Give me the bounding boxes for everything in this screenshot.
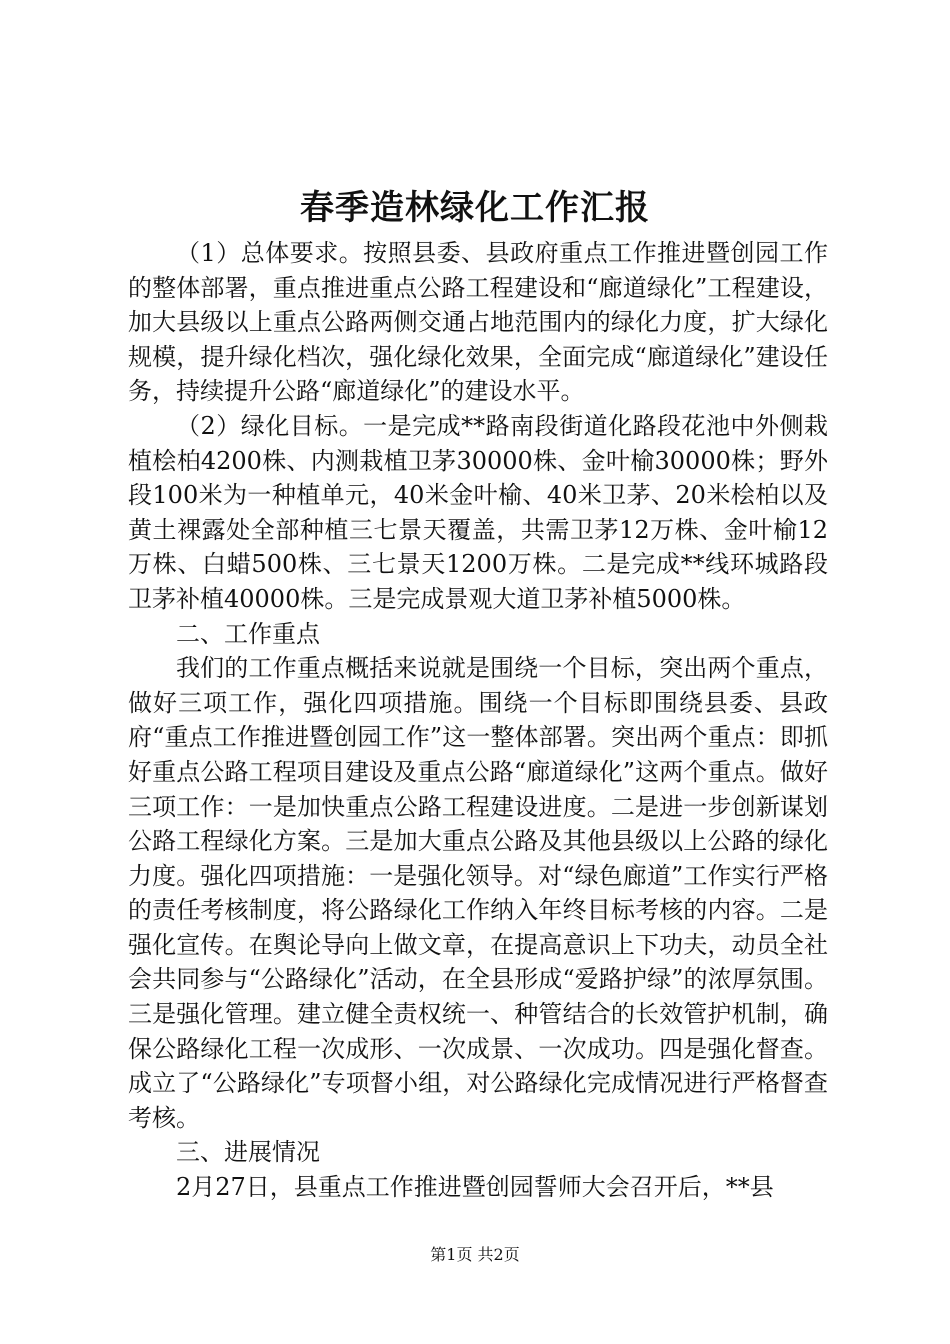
paragraph-greening-targets: （2）绿化目标。一是完成**路南段街道化路段花池中外侧栽植桧柏4200株、内测栽植卫茅30000株、金叶榆30000株；野外段100米为一种植单元，40米金叶榆、40米卫茅、20米桧柏以及黄土裸露处全部种植三七景天覆盖，共需卫茅12万株、金叶榆12万株、白蜡500株、三七景天1200万株。二是完成**线环城路段卫茅补植40000株。三是完成景观大道卫茅补植5000株。: [128, 411, 828, 613]
page-number-footer: 第1页 共2页: [430, 1245, 520, 1264]
paragraph-overall-requirements: （1）总体要求。按照县委、县政府重点工作推进暨创园工作的整体部署，重点推进重点公路工程建设和“廊道绿化”工程建设，加大县级以上重点公路两侧交通占地范围内的绿化力度，扩大绿化规模，提升绿化档次，强化绿化效果，全面完成“廊道绿化”建设任务，持续提升公路“廊道绿化”的建设水平。: [128, 239, 828, 406]
paragraph-work-focus: 我们的工作重点概括来说就是围绕一个目标，突出两个重点，做好三项工作，强化四项措施。围绕一个目标即围绕县委、县政府“重点工作推进暨创园工作”这一整体部署。突出两个重点：即抓好重点公路工程项目建设及重点公路“廊道绿化”这两个重点。做好三项工作：一是加快重点公路工程建设进度。二是进一步创新谋划公路工程绿化方案。三是加大重点公路及其他县级以上公路的绿化力度。强化四项措施：一是强化领导。对“绿色廊道”工作实行严格的责任考核制度，将公路绿化工作纳入年终目标考核的内容。二是强化宣传。在舆论导向上做文章，在提高意识上下功夫，动员全社会共同参与“公路绿化”活动，在全县形成“爱路护绿”的浓厚氛围。三是强化管理。建立健全责权统一、种管结合的长效管护机制，确保公路绿化工程一次成形、一次成景、一次成功。四是强化督查。成立了“公路绿化”专项督小组，对公路绿化完成情况进行严格督查考核。: [128, 654, 828, 1132]
document-title: 春季造林绿化工作汇报: [300, 188, 650, 228]
section-heading-progress: 三、进展情况: [176, 1138, 320, 1167]
section-heading-work-focus: 二、工作重点: [176, 619, 320, 648]
document-body: [128, 236, 828, 1205]
paragraph-progress: 2月27日，县重点工作推进暨创园誓师大会召开后，**县: [176, 1173, 774, 1202]
